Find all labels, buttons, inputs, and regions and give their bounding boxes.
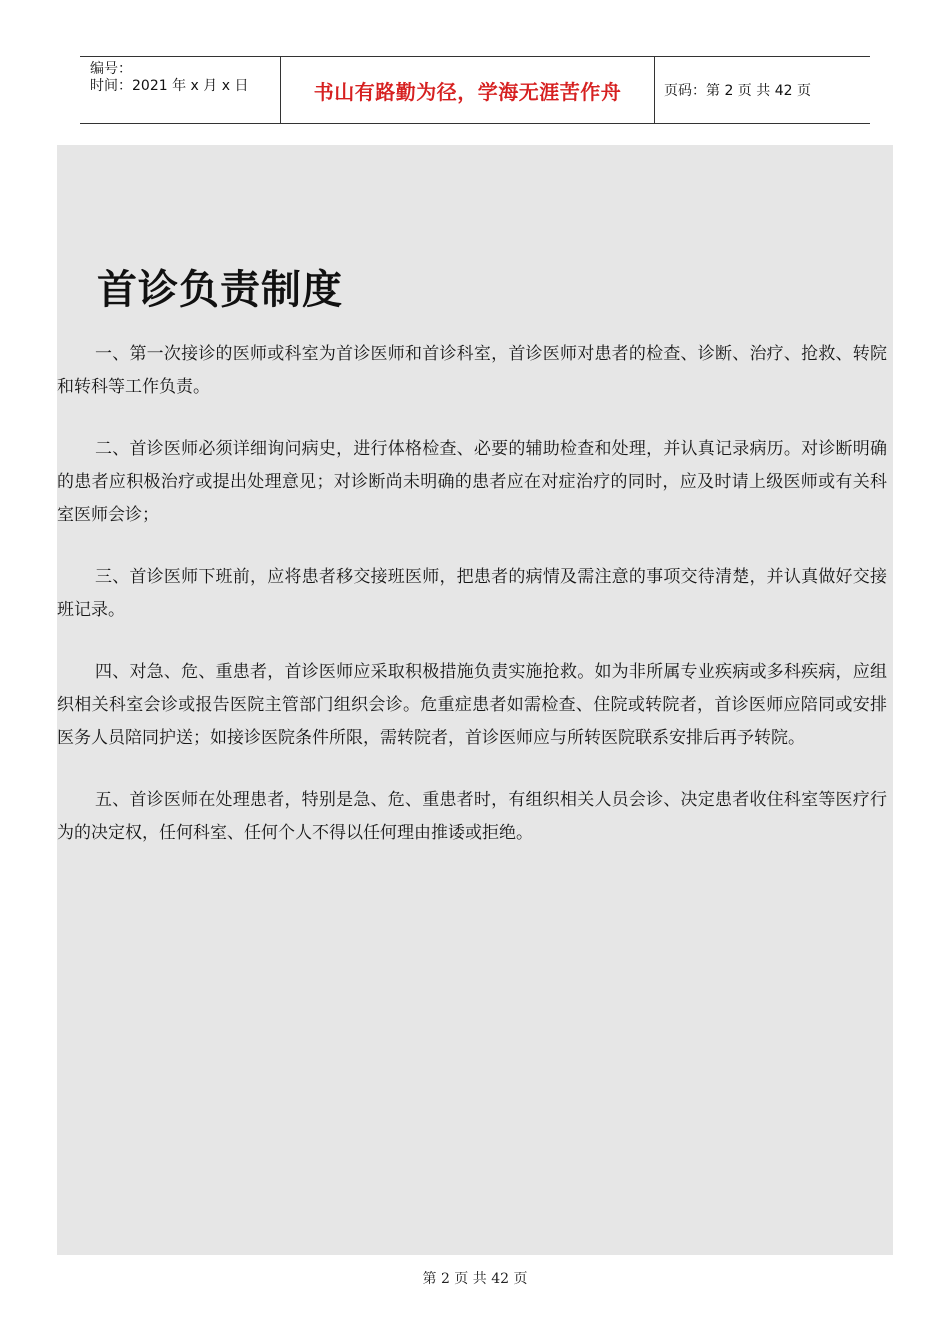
motto-text: 书山有路勤为径，学海无涯苦作舟 (313, 79, 622, 104)
content-panel (57, 145, 893, 1255)
time-label: 时间：2021 年 x 月 x 日 (90, 78, 249, 94)
page-footer (0, 1268, 950, 1288)
header-meta-cell (80, 57, 281, 123)
number-label: 编号： (90, 61, 132, 77)
paragraph-3: 三、首诊医师下班前，应将患者移交接班医师，把患者的病情及需注意的事项交待清楚，并认真做好交接班记录。 (57, 567, 887, 620)
paragraph-2: 二、首诊医师必须详细询问病史，进行体格检查、必要的辅助检查和处理，并认真记录病历。对诊断明确的患者应积极治疗或提出处理意见；对诊断尚未明确的患者应在对症治疗的同时，应及时请上级医师或有关科室医师会诊； (57, 439, 887, 525)
document-body (57, 338, 887, 879)
header-page-cell (655, 57, 870, 123)
paragraph-5: 五、首诊医师在处理患者，特别是急、危、重患者时，有组织相关人员会诊、决定患者收住科室等医疗行为的决定权，任何科室、任何个人不得以任何理由推诿或拒绝。 (57, 790, 887, 843)
paragraph-4: 四、对急、危、重患者，首诊医师应采取积极措施负责实施抢救。如为非所属专业疾病或多科疾病，应组织相关科室会诊或报告医院主管部门组织会诊。危重症患者如需检查、住院或转院者，首诊医师应陪同或安排医务人员陪同护送；如接诊医院条件所限，需转院者，首诊医师应与所转医院联系安排后再予转院。 (57, 662, 887, 748)
header-motto-cell (281, 57, 655, 123)
paragraph-1: 一、第一次接诊的医师或科室为首诊医师和首诊科室，首诊医师对患者的检查、诊断、治疗、抢救、转院和转科等工作负责。 (57, 344, 887, 397)
document-header (80, 56, 870, 124)
page-info: 页码：第 2 页 共 42 页 (664, 83, 811, 99)
footer-page-number: 第 2 页 共 42 页 (422, 1271, 528, 1287)
document-title: 首诊负责制度 (97, 267, 343, 313)
